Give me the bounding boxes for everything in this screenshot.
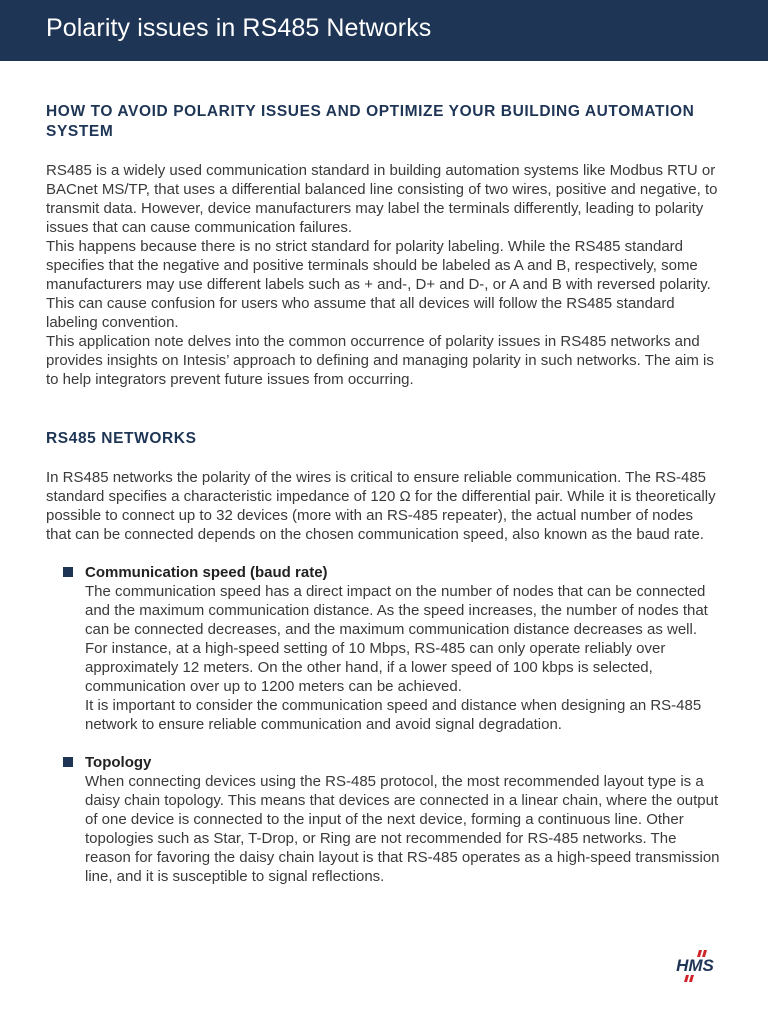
bullet-body: When connecting devices using the RS-485 protocol, the most recommended layout type is a daisy chain topology. This means that devices are connected in a linear chain, where the output of one device is connected to the input of the next device, forming a continuous line. Other topologies such as Star, T-Drop, or Ring are not recommended for RS-485 networks. The reason for favoring the daisy chain layout is that RS-485 operates as a high-speed transmission line, and it is susceptible to signal reflections. <box>85 773 720 885</box>
section-heading-rs485-networks: RS485 NETWORKS <box>46 430 197 447</box>
hms-logo-icon <box>668 950 722 982</box>
networks-intro-paragraph: In RS485 networks the polarity of the wires is critical to ensure reliable communication. The RS-485 standard specifies a characteristic impedance of 120 Ω for the differential pair. While it is theoretically possible to connect up to 32 devices (more with an RS-485 repeater), the actual number of nodes that can be connected depends on the chosen communication speed, also known as the baud rate. <box>46 469 716 543</box>
intro-paragraph-1: RS485 is a widely used communication standard in building automation systems like Modbus RTU or BACnet MS/TP, that uses a differential balanced line consisting of two wires, positive and negative, to transmit data. However, device manufacturers may label the terminals differently, leading to polarity issues that can cause communication failures. <box>46 162 718 236</box>
bullet-topology <box>46 753 722 886</box>
bullet-body: The communication speed has a direct impact on the number of nodes that can be connected and the maximum communication distance. As the speed increases, the number of nodes that can be connected decreases, and the maximum communication distance decreases as well. For instance, at a high-speed setting of 10 Mbps, RS-485 can only operate reliably over approximately 12 meters. On the other hand, if a lower speed of 100 kbps is selected, communication over up to 1200 meters can be achieved. <box>85 583 708 695</box>
bullet-communication-speed <box>46 563 722 734</box>
bullet-body-extra: It is important to consider the communication speed and distance when designing an RS-485 network to ensure reliable communication and avoid signal degradation. <box>85 697 702 733</box>
logo-text: HMS <box>676 956 714 975</box>
intro-paragraph-3: This application note delves into the common occurrence of polarity issues in RS485 networks and provides insights on Intesis’ approach to defining and managing polarity in such networks. The aim is to help integrators prevent future issues from occurring. <box>46 333 714 388</box>
bullet-title: Topology <box>85 754 152 771</box>
square-bullet-icon <box>63 567 73 577</box>
header-bar <box>0 0 768 61</box>
page-title: Polarity issues in RS485 Networks <box>46 14 432 42</box>
bullet-title: Communication speed (baud rate) <box>85 564 328 581</box>
heading-line-2: SYSTEM <box>46 123 114 140</box>
section-heading-polarity <box>46 102 722 142</box>
main-content <box>46 102 722 886</box>
heading-line-1: HOW TO AVOID POLARITY ISSUES AND OPTIMIZE YOUR BUILDING AUTOMATION <box>46 103 695 120</box>
square-bullet-icon <box>63 757 73 767</box>
intro-paragraph-2: This happens because there is no strict standard for polarity labeling. While the RS485 standard specifies that the negative and positive terminals should be labeled as A and B, respectively, some manufacturers may use different labels such as + and-, D+ and D-, or A and B with reversed polarity. This can cause confusion for users who assume that all devices will follow the RS485 standard labeling convention. <box>46 238 711 331</box>
